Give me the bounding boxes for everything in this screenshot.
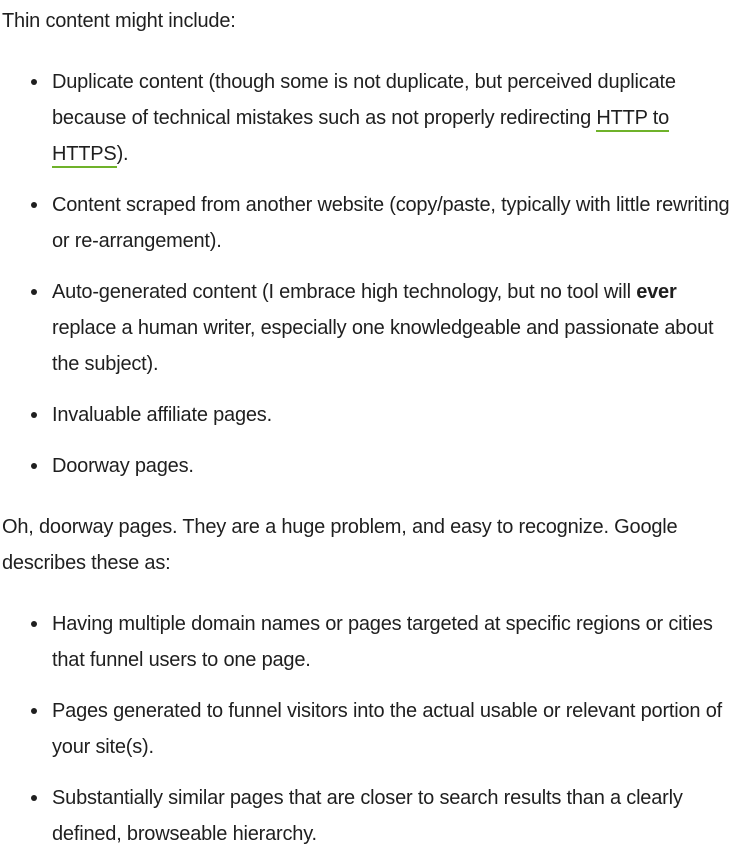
http-to-https-link[interactable]: HTTP to HTTPS	[52, 107, 669, 168]
list-item-auto-generated	[0, 274, 744, 382]
emphasis-text: ever	[636, 281, 677, 303]
list-item-text: ).	[116, 143, 129, 165]
list-item-duplicate-content	[0, 64, 744, 172]
list-item-text: Duplicate content (though some is not duplicate, but perceived duplicate because of technical mistakes such as not properly redirecting	[52, 71, 676, 129]
intro-paragraph: Thin content might include:	[2, 10, 236, 32]
list-item-multiple-domains: Having multiple domain names or pages targeted at specific regions or cities that funnel users to one page.	[0, 606, 744, 678]
list-item-affiliate-pages: Invaluable affiliate pages.	[0, 397, 744, 433]
doorway-paragraph: Oh, doorway pages. They are a huge problem, and easy to recognize. Google describes these as:	[2, 516, 678, 574]
list-item-text: Auto-generated content (I embrace high technology, but no tool will	[52, 281, 637, 303]
list-item-text: replace a human writer, especially one knowledgeable and passionate about the subject).	[52, 317, 714, 375]
list-item-similar-pages: Substantially similar pages that are closer to search results than a clearly defined, browseable hierarchy.	[0, 780, 744, 852]
list-item-scraped-content: Content scraped from another website (copy/paste, typically with little rewriting or re-arrangement).	[0, 187, 744, 259]
list-item-doorway-pages: Doorway pages.	[0, 448, 744, 484]
list-item-funnel-pages: Pages generated to funnel visitors into the actual usable or relevant portion of your site(s).	[0, 693, 744, 765]
thin-content-list	[0, 64, 744, 484]
doorway-description-list	[0, 606, 744, 852]
